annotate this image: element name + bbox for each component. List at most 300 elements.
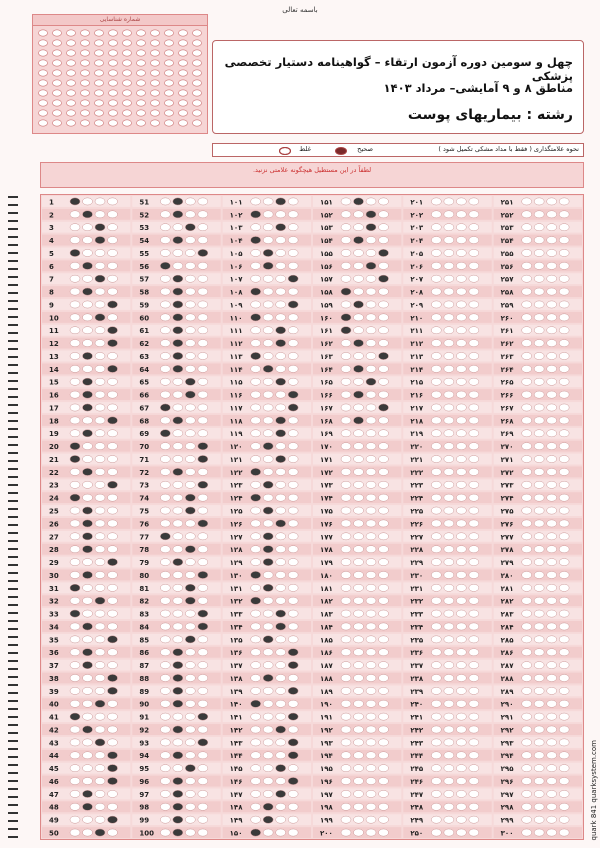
id-bubble[interactable]: [95, 90, 104, 96]
answer-bubble[interactable]: [173, 752, 183, 759]
answer-bubble[interactable]: [83, 198, 93, 205]
answer-bubble[interactable]: [263, 455, 273, 462]
answer-bubble[interactable]: [108, 520, 118, 527]
answer-bubble[interactable]: [456, 687, 466, 694]
answer-bubble[interactable]: [83, 301, 93, 308]
answer-bubble[interactable]: [263, 790, 273, 797]
answer-bubble[interactable]: [108, 700, 118, 707]
answer-bubble[interactable]: [185, 777, 195, 784]
answer-bubble[interactable]: [185, 430, 195, 437]
answer-bubble[interactable]: [108, 546, 118, 553]
answer-bubble[interactable]: [341, 623, 351, 630]
answer-bubble[interactable]: [456, 610, 466, 617]
answer-bubble[interactable]: [288, 520, 298, 527]
answer-bubble[interactable]: [185, 829, 195, 836]
answer-bubble[interactable]: [559, 546, 569, 553]
answer-bubble[interactable]: [469, 365, 479, 372]
answer-bubble[interactable]: [379, 790, 389, 797]
answer-bubble[interactable]: [95, 752, 105, 759]
answer-bubble[interactable]: [547, 816, 557, 823]
answer-bubble[interactable]: [70, 430, 80, 437]
answer-bubble[interactable]: [70, 365, 80, 372]
answer-bubble[interactable]: [263, 765, 273, 772]
answer-bubble[interactable]: [185, 417, 195, 424]
answer-bubble[interactable]: [379, 829, 389, 836]
answer-bubble[interactable]: [251, 301, 261, 308]
answer-bubble[interactable]: [534, 378, 544, 385]
answer-bubble[interactable]: [547, 687, 557, 694]
answer-bubble[interactable]: [366, 558, 376, 565]
answer-bubble[interactable]: [444, 662, 454, 669]
answer-bubble[interactable]: [173, 494, 183, 501]
answer-bubble[interactable]: [288, 803, 298, 810]
answer-bubble[interactable]: [276, 726, 286, 733]
answer-bubble[interactable]: [431, 365, 441, 372]
answer-bubble[interactable]: [160, 378, 170, 385]
answer-bubble[interactable]: [185, 623, 195, 630]
answer-bubble[interactable]: [366, 365, 376, 372]
id-bubble[interactable]: [39, 90, 48, 96]
answer-bubble[interactable]: [70, 249, 80, 256]
answer-bubble[interactable]: [547, 752, 557, 759]
answer-bubble[interactable]: [431, 301, 441, 308]
id-bubble[interactable]: [81, 50, 90, 56]
answer-bubble[interactable]: [444, 803, 454, 810]
answer-bubble[interactable]: [469, 674, 479, 681]
answer-bubble[interactable]: [444, 340, 454, 347]
answer-bubble[interactable]: [108, 468, 118, 475]
answer-bubble[interactable]: [70, 404, 80, 411]
answer-bubble[interactable]: [251, 365, 261, 372]
answer-bubble[interactable]: [198, 777, 208, 784]
answer-bubble[interactable]: [354, 713, 364, 720]
answer-bubble[interactable]: [83, 533, 93, 540]
answer-bubble[interactable]: [354, 584, 364, 591]
answer-bubble[interactable]: [108, 816, 118, 823]
id-bubble[interactable]: [193, 30, 202, 36]
answer-bubble[interactable]: [83, 546, 93, 553]
answer-bubble[interactable]: [263, 198, 273, 205]
answer-bubble[interactable]: [547, 546, 557, 553]
id-bubble[interactable]: [95, 60, 104, 66]
answer-bubble[interactable]: [456, 443, 466, 450]
answer-bubble[interactable]: [547, 507, 557, 514]
answer-bubble[interactable]: [522, 507, 532, 514]
answer-bubble[interactable]: [251, 610, 261, 617]
answer-bubble[interactable]: [185, 275, 195, 282]
answer-bubble[interactable]: [469, 327, 479, 334]
id-bubble[interactable]: [81, 30, 90, 36]
answer-bubble[interactable]: [70, 546, 80, 553]
answer-bubble[interactable]: [522, 494, 532, 501]
answer-bubble[interactable]: [198, 816, 208, 823]
answer-bubble[interactable]: [366, 468, 376, 475]
id-bubble[interactable]: [165, 70, 174, 76]
answer-bubble[interactable]: [263, 340, 273, 347]
answer-bubble[interactable]: [456, 777, 466, 784]
id-bubble[interactable]: [67, 30, 76, 36]
answer-bubble[interactable]: [522, 739, 532, 746]
answer-bubble[interactable]: [276, 765, 286, 772]
answer-bubble[interactable]: [160, 236, 170, 243]
answer-bubble[interactable]: [160, 546, 170, 553]
answer-bubble[interactable]: [379, 713, 389, 720]
answer-bubble[interactable]: [185, 404, 195, 411]
answer-bubble[interactable]: [276, 327, 286, 334]
answer-bubble[interactable]: [173, 739, 183, 746]
id-bubble[interactable]: [165, 120, 174, 126]
answer-bubble[interactable]: [83, 262, 93, 269]
answer-bubble[interactable]: [108, 571, 118, 578]
answer-bubble[interactable]: [173, 713, 183, 720]
answer-bubble[interactable]: [83, 636, 93, 643]
id-bubble[interactable]: [95, 30, 104, 36]
answer-bubble[interactable]: [185, 765, 195, 772]
answer-bubble[interactable]: [354, 558, 364, 565]
answer-bubble[interactable]: [70, 726, 80, 733]
answer-bubble[interactable]: [108, 765, 118, 772]
answer-bubble[interactable]: [108, 288, 118, 295]
answer-bubble[interactable]: [341, 584, 351, 591]
answer-bubble[interactable]: [379, 275, 389, 282]
answer-bubble[interactable]: [198, 584, 208, 591]
answer-bubble[interactable]: [173, 352, 183, 359]
answer-bubble[interactable]: [379, 700, 389, 707]
answer-bubble[interactable]: [469, 739, 479, 746]
answer-bubble[interactable]: [522, 404, 532, 411]
answer-bubble[interactable]: [83, 404, 93, 411]
answer-bubble[interactable]: [83, 752, 93, 759]
answer-bubble[interactable]: [198, 211, 208, 218]
id-bubble[interactable]: [179, 40, 188, 46]
answer-bubble[interactable]: [160, 597, 170, 604]
answer-bubble[interactable]: [456, 816, 466, 823]
answer-bubble[interactable]: [444, 777, 454, 784]
answer-bubble[interactable]: [431, 430, 441, 437]
answer-bubble[interactable]: [263, 443, 273, 450]
answer-bubble[interactable]: [456, 584, 466, 591]
answer-bubble[interactable]: [173, 249, 183, 256]
answer-bubble[interactable]: [95, 803, 105, 810]
answer-bubble[interactable]: [160, 262, 170, 269]
id-bubble[interactable]: [39, 80, 48, 86]
answer-bubble[interactable]: [251, 700, 261, 707]
id-bubble[interactable]: [151, 90, 160, 96]
answer-bubble[interactable]: [263, 211, 273, 218]
answer-bubble[interactable]: [173, 455, 183, 462]
answer-bubble[interactable]: [379, 314, 389, 321]
answer-bubble[interactable]: [522, 430, 532, 437]
answer-bubble[interactable]: [431, 352, 441, 359]
answer-bubble[interactable]: [522, 546, 532, 553]
id-bubble[interactable]: [123, 40, 132, 46]
answer-bubble[interactable]: [559, 481, 569, 488]
answer-bubble[interactable]: [276, 829, 286, 836]
answer-bubble[interactable]: [251, 533, 261, 540]
answer-bubble[interactable]: [251, 662, 261, 669]
answer-bubble[interactable]: [83, 494, 93, 501]
id-bubble[interactable]: [109, 100, 118, 106]
answer-bubble[interactable]: [354, 430, 364, 437]
id-bubble[interactable]: [179, 120, 188, 126]
answer-bubble[interactable]: [366, 340, 376, 347]
answer-bubble[interactable]: [354, 790, 364, 797]
answer-bubble[interactable]: [160, 752, 170, 759]
answer-bubble[interactable]: [276, 662, 286, 669]
answer-bubble[interactable]: [173, 829, 183, 836]
answer-bubble[interactable]: [263, 739, 273, 746]
answer-bubble[interactable]: [366, 327, 376, 334]
answer-bubble[interactable]: [288, 443, 298, 450]
answer-bubble[interactable]: [354, 211, 364, 218]
answer-bubble[interactable]: [185, 662, 195, 669]
id-bubble[interactable]: [39, 30, 48, 36]
id-bubble[interactable]: [123, 60, 132, 66]
answer-bubble[interactable]: [341, 507, 351, 514]
answer-bubble[interactable]: [354, 288, 364, 295]
answer-bubble[interactable]: [444, 752, 454, 759]
answer-bubble[interactable]: [456, 288, 466, 295]
answer-bubble[interactable]: [431, 198, 441, 205]
answer-bubble[interactable]: [108, 211, 118, 218]
answer-bubble[interactable]: [198, 236, 208, 243]
answer-bubble[interactable]: [108, 597, 118, 604]
answer-bubble[interactable]: [95, 249, 105, 256]
id-bubble[interactable]: [151, 60, 160, 66]
answer-bubble[interactable]: [534, 365, 544, 372]
id-bubble[interactable]: [151, 40, 160, 46]
answer-bubble[interactable]: [173, 391, 183, 398]
answer-bubble[interactable]: [198, 352, 208, 359]
answer-bubble[interactable]: [83, 558, 93, 565]
answer-bubble[interactable]: [160, 494, 170, 501]
answer-bubble[interactable]: [366, 571, 376, 578]
answer-bubble[interactable]: [173, 340, 183, 347]
answer-bubble[interactable]: [431, 610, 441, 617]
answer-bubble[interactable]: [276, 520, 286, 527]
answer-bubble[interactable]: [70, 597, 80, 604]
answer-bubble[interactable]: [263, 224, 273, 231]
answer-bubble[interactable]: [469, 430, 479, 437]
answer-bubble[interactable]: [288, 249, 298, 256]
answer-bubble[interactable]: [534, 430, 544, 437]
answer-bubble[interactable]: [198, 365, 208, 372]
answer-bubble[interactable]: [263, 623, 273, 630]
answer-bubble[interactable]: [431, 803, 441, 810]
answer-bubble[interactable]: [456, 546, 466, 553]
answer-bubble[interactable]: [547, 301, 557, 308]
answer-bubble[interactable]: [366, 443, 376, 450]
answer-bubble[interactable]: [95, 494, 105, 501]
id-bubble[interactable]: [81, 70, 90, 76]
answer-bubble[interactable]: [70, 790, 80, 797]
answer-bubble[interactable]: [534, 507, 544, 514]
answer-bubble[interactable]: [456, 468, 466, 475]
id-bubble[interactable]: [53, 100, 62, 106]
answer-bubble[interactable]: [288, 687, 298, 694]
answer-bubble[interactable]: [83, 430, 93, 437]
answer-bubble[interactable]: [160, 430, 170, 437]
answer-bubble[interactable]: [198, 198, 208, 205]
answer-bubble[interactable]: [160, 340, 170, 347]
answer-bubble[interactable]: [354, 649, 364, 656]
answer-bubble[interactable]: [251, 262, 261, 269]
answer-bubble[interactable]: [431, 404, 441, 411]
answer-bubble[interactable]: [70, 649, 80, 656]
answer-bubble[interactable]: [198, 340, 208, 347]
answer-bubble[interactable]: [173, 443, 183, 450]
answer-bubble[interactable]: [522, 198, 532, 205]
answer-bubble[interactable]: [456, 249, 466, 256]
answer-bubble[interactable]: [379, 687, 389, 694]
answer-bubble[interactable]: [431, 520, 441, 527]
answer-bubble[interactable]: [522, 726, 532, 733]
answer-bubble[interactable]: [108, 533, 118, 540]
answer-bubble[interactable]: [251, 649, 261, 656]
answer-bubble[interactable]: [354, 765, 364, 772]
answer-bubble[interactable]: [354, 443, 364, 450]
answer-bubble[interactable]: [456, 803, 466, 810]
answer-bubble[interactable]: [547, 340, 557, 347]
answer-bubble[interactable]: [198, 726, 208, 733]
answer-bubble[interactable]: [95, 468, 105, 475]
answer-bubble[interactable]: [341, 687, 351, 694]
answer-bubble[interactable]: [251, 777, 261, 784]
answer-bubble[interactable]: [469, 816, 479, 823]
id-bubble[interactable]: [53, 40, 62, 46]
answer-bubble[interactable]: [469, 455, 479, 462]
answer-bubble[interactable]: [431, 211, 441, 218]
answer-bubble[interactable]: [83, 829, 93, 836]
answer-bubble[interactable]: [83, 327, 93, 334]
answer-bubble[interactable]: [198, 520, 208, 527]
answer-bubble[interactable]: [185, 571, 195, 578]
id-bubble[interactable]: [193, 40, 202, 46]
answer-bubble[interactable]: [251, 790, 261, 797]
answer-bubble[interactable]: [198, 790, 208, 797]
answer-bubble[interactable]: [431, 790, 441, 797]
answer-bubble[interactable]: [354, 494, 364, 501]
answer-bubble[interactable]: [70, 816, 80, 823]
answer-bubble[interactable]: [379, 236, 389, 243]
answer-bubble[interactable]: [522, 275, 532, 282]
answer-bubble[interactable]: [456, 520, 466, 527]
answer-bubble[interactable]: [198, 739, 208, 746]
answer-bubble[interactable]: [173, 327, 183, 334]
answer-bubble[interactable]: [95, 765, 105, 772]
answer-bubble[interactable]: [263, 726, 273, 733]
answer-bubble[interactable]: [185, 739, 195, 746]
answer-bubble[interactable]: [379, 597, 389, 604]
answer-bubble[interactable]: [354, 378, 364, 385]
answer-bubble[interactable]: [95, 417, 105, 424]
answer-bubble[interactable]: [469, 584, 479, 591]
answer-bubble[interactable]: [288, 507, 298, 514]
answer-bubble[interactable]: [444, 546, 454, 553]
answer-bubble[interactable]: [95, 636, 105, 643]
answer-bubble[interactable]: [70, 327, 80, 334]
answer-bubble[interactable]: [185, 327, 195, 334]
answer-bubble[interactable]: [366, 674, 376, 681]
answer-bubble[interactable]: [431, 417, 441, 424]
answer-bubble[interactable]: [251, 829, 261, 836]
answer-bubble[interactable]: [379, 352, 389, 359]
answer-bubble[interactable]: [83, 597, 93, 604]
answer-bubble[interactable]: [366, 481, 376, 488]
answer-bubble[interactable]: [469, 417, 479, 424]
answer-bubble[interactable]: [173, 417, 183, 424]
answer-bubble[interactable]: [173, 674, 183, 681]
answer-bubble[interactable]: [379, 301, 389, 308]
answer-bubble[interactable]: [288, 713, 298, 720]
answer-bubble[interactable]: [288, 468, 298, 475]
answer-bubble[interactable]: [83, 378, 93, 385]
answer-bubble[interactable]: [276, 262, 286, 269]
answer-bubble[interactable]: [522, 636, 532, 643]
answer-bubble[interactable]: [341, 610, 351, 617]
answer-bubble[interactable]: [70, 378, 80, 385]
answer-bubble[interactable]: [379, 623, 389, 630]
answer-bubble[interactable]: [288, 417, 298, 424]
answer-bubble[interactable]: [160, 301, 170, 308]
answer-bubble[interactable]: [341, 546, 351, 553]
answer-bubble[interactable]: [251, 224, 261, 231]
answer-bubble[interactable]: [559, 636, 569, 643]
answer-bubble[interactable]: [251, 674, 261, 681]
answer-bubble[interactable]: [83, 391, 93, 398]
answer-bubble[interactable]: [534, 558, 544, 565]
answer-bubble[interactable]: [276, 314, 286, 321]
answer-bubble[interactable]: [444, 507, 454, 514]
answer-bubble[interactable]: [185, 816, 195, 823]
answer-bubble[interactable]: [198, 765, 208, 772]
answer-bubble[interactable]: [160, 468, 170, 475]
id-bubble[interactable]: [53, 90, 62, 96]
answer-bubble[interactable]: [95, 236, 105, 243]
answer-bubble[interactable]: [379, 481, 389, 488]
answer-bubble[interactable]: [95, 533, 105, 540]
answer-bubble[interactable]: [70, 520, 80, 527]
answer-bubble[interactable]: [185, 674, 195, 681]
answer-bubble[interactable]: [354, 275, 364, 282]
answer-bubble[interactable]: [263, 288, 273, 295]
id-bubble[interactable]: [39, 110, 48, 116]
answer-bubble[interactable]: [288, 829, 298, 836]
answer-bubble[interactable]: [83, 816, 93, 823]
answer-bubble[interactable]: [108, 314, 118, 321]
answer-bubble[interactable]: [198, 288, 208, 295]
answer-bubble[interactable]: [70, 765, 80, 772]
answer-bubble[interactable]: [251, 468, 261, 475]
answer-bubble[interactable]: [354, 829, 364, 836]
answer-bubble[interactable]: [276, 597, 286, 604]
answer-bubble[interactable]: [559, 275, 569, 282]
answer-bubble[interactable]: [354, 674, 364, 681]
answer-bubble[interactable]: [522, 340, 532, 347]
answer-bubble[interactable]: [83, 674, 93, 681]
answer-bubble[interactable]: [160, 352, 170, 359]
answer-bubble[interactable]: [379, 455, 389, 462]
id-bubble[interactable]: [165, 30, 174, 36]
answer-bubble[interactable]: [173, 378, 183, 385]
answer-bubble[interactable]: [559, 533, 569, 540]
answer-bubble[interactable]: [431, 674, 441, 681]
answer-bubble[interactable]: [341, 752, 351, 759]
answer-bubble[interactable]: [431, 481, 441, 488]
answer-bubble[interactable]: [431, 571, 441, 578]
answer-bubble[interactable]: [288, 430, 298, 437]
answer-bubble[interactable]: [185, 378, 195, 385]
